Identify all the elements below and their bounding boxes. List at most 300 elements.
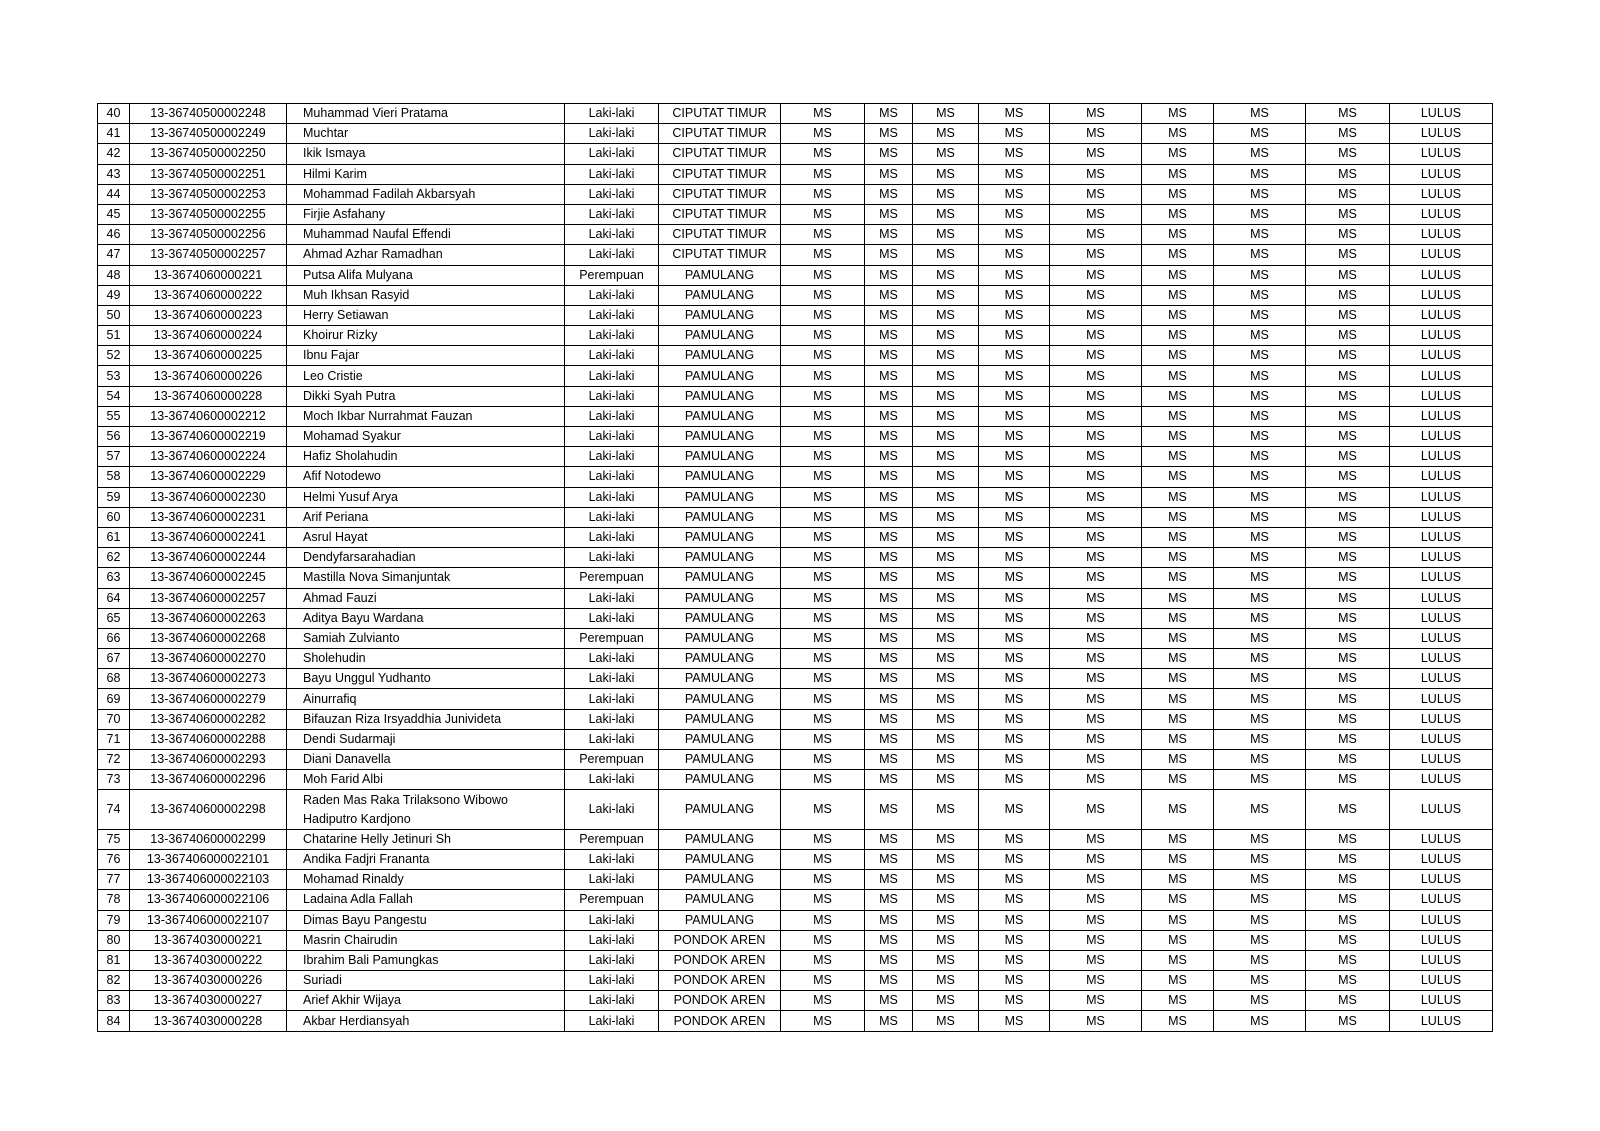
row-number-cell: 61	[98, 527, 130, 547]
participant-id-cell: 13-36740600002282	[130, 709, 287, 729]
score-cell: MS	[1306, 104, 1390, 124]
participant-name-cell: Mastilla Nova Simanjuntak	[287, 568, 565, 588]
gender-cell: Perempuan	[565, 750, 659, 770]
participant-name-cell: Ibnu Fajar	[287, 346, 565, 366]
score-cell: MS	[1214, 427, 1306, 447]
score-cell: MS	[1214, 669, 1306, 689]
score-cell: MS	[1050, 225, 1142, 245]
score-cell: MS	[1142, 204, 1214, 224]
participant-id-cell: 13-36740600002263	[130, 608, 287, 628]
score-cell: MS	[1142, 991, 1214, 1011]
score-cell: MS	[865, 669, 913, 689]
score-cell: MS	[865, 1011, 913, 1031]
score-cell: MS	[1142, 305, 1214, 325]
score-cell: MS	[781, 950, 865, 970]
table-row	[98, 305, 1493, 325]
score-cell: MS	[1306, 729, 1390, 749]
table-row	[98, 548, 1493, 568]
score-cell: MS	[865, 729, 913, 749]
participant-id-cell: 13-36740600002245	[130, 568, 287, 588]
score-cell: MS	[1214, 750, 1306, 770]
score-cell: MS	[979, 285, 1050, 305]
score-cell: MS	[781, 729, 865, 749]
score-cell: MS	[979, 467, 1050, 487]
score-cell: MS	[781, 467, 865, 487]
score-cell: MS	[1214, 950, 1306, 970]
row-number-cell: 43	[98, 164, 130, 184]
score-cell: MS	[781, 971, 865, 991]
district-cell: CIPUTAT TIMUR	[659, 164, 781, 184]
participant-name-cell: Muchtar	[287, 124, 565, 144]
score-cell: MS	[1050, 467, 1142, 487]
score-cell: MS	[1050, 930, 1142, 950]
score-cell: MS	[1306, 366, 1390, 386]
score-cell: MS	[1214, 164, 1306, 184]
score-cell: MS	[913, 870, 979, 890]
score-cell: MS	[1306, 467, 1390, 487]
gender-cell: Laki-laki	[565, 709, 659, 729]
score-cell: MS	[781, 305, 865, 325]
score-cell: MS	[913, 447, 979, 467]
score-cell: MS	[979, 184, 1050, 204]
score-cell: MS	[865, 204, 913, 224]
score-cell: MS	[913, 285, 979, 305]
score-cell: MS	[913, 770, 979, 790]
score-cell: MS	[1306, 930, 1390, 950]
score-cell: MS	[781, 568, 865, 588]
score-cell: MS	[979, 225, 1050, 245]
score-cell: MS	[865, 225, 913, 245]
table-row	[98, 588, 1493, 608]
participant-id-cell: 13-3674060000225	[130, 346, 287, 366]
district-cell: PAMULANG	[659, 790, 781, 829]
row-number-cell: 54	[98, 386, 130, 406]
score-cell: MS	[979, 849, 1050, 869]
participant-id-cell: 13-36740600002279	[130, 689, 287, 709]
participant-id-cell: 13-3674060000228	[130, 386, 287, 406]
table-row	[98, 829, 1493, 849]
row-number-cell: 81	[98, 950, 130, 970]
score-cell: MS	[1306, 890, 1390, 910]
score-cell: MS	[1142, 628, 1214, 648]
score-cell: MS	[865, 285, 913, 305]
score-cell: MS	[1306, 950, 1390, 970]
score-cell: MS	[1142, 104, 1214, 124]
result-cell: LULUS	[1390, 790, 1493, 829]
table-row	[98, 366, 1493, 386]
table-row	[98, 346, 1493, 366]
score-cell: MS	[1050, 849, 1142, 869]
participant-id-cell: 13-36740600002270	[130, 649, 287, 669]
participant-id-cell: 13-3674060000226	[130, 366, 287, 386]
district-cell: PONDOK AREN	[659, 1011, 781, 1031]
district-cell: CIPUTAT TIMUR	[659, 225, 781, 245]
score-cell: MS	[1306, 568, 1390, 588]
score-cell: MS	[1142, 346, 1214, 366]
result-cell: LULUS	[1390, 124, 1493, 144]
score-cell: MS	[913, 971, 979, 991]
score-cell: MS	[979, 265, 1050, 285]
score-cell: MS	[781, 447, 865, 467]
score-cell: MS	[979, 124, 1050, 144]
participant-id-cell: 13-367406000022106	[130, 890, 287, 910]
score-cell: MS	[781, 991, 865, 1011]
score-cell: MS	[1142, 971, 1214, 991]
table-row	[98, 950, 1493, 970]
score-cell: MS	[913, 689, 979, 709]
result-cell: LULUS	[1390, 971, 1493, 991]
district-cell: CIPUTAT TIMUR	[659, 144, 781, 164]
score-cell: MS	[1214, 104, 1306, 124]
score-cell: MS	[781, 790, 865, 829]
score-cell: MS	[781, 386, 865, 406]
score-cell: MS	[1142, 890, 1214, 910]
gender-cell: Laki-laki	[565, 729, 659, 749]
gender-cell: Laki-laki	[565, 245, 659, 265]
result-cell: LULUS	[1390, 427, 1493, 447]
participant-id-cell: 13-36740500002250	[130, 144, 287, 164]
row-number-cell: 76	[98, 849, 130, 869]
score-cell: MS	[781, 346, 865, 366]
score-cell: MS	[865, 527, 913, 547]
result-cell: LULUS	[1390, 204, 1493, 224]
participant-id-cell: 13-3674030000221	[130, 930, 287, 950]
score-cell: MS	[1214, 770, 1306, 790]
score-cell: MS	[1142, 265, 1214, 285]
score-cell: MS	[865, 709, 913, 729]
score-cell: MS	[979, 689, 1050, 709]
score-cell: MS	[781, 669, 865, 689]
district-cell: PAMULANG	[659, 305, 781, 325]
table-row	[98, 689, 1493, 709]
score-cell: MS	[913, 386, 979, 406]
participant-name-cell: Khoirur Rizky	[287, 326, 565, 346]
gender-cell: Laki-laki	[565, 487, 659, 507]
score-cell: MS	[1214, 991, 1306, 1011]
result-cell: LULUS	[1390, 144, 1493, 164]
score-cell: MS	[913, 910, 979, 930]
score-cell: MS	[865, 487, 913, 507]
participant-name-cell: Arief Akhir Wijaya	[287, 991, 565, 1011]
gender-cell: Perempuan	[565, 829, 659, 849]
result-cell: LULUS	[1390, 245, 1493, 265]
score-cell: MS	[1306, 689, 1390, 709]
score-cell: MS	[1214, 285, 1306, 305]
score-cell: MS	[865, 184, 913, 204]
score-cell: MS	[1050, 870, 1142, 890]
score-cell: MS	[1214, 689, 1306, 709]
score-cell: MS	[781, 628, 865, 648]
score-cell: MS	[913, 265, 979, 285]
score-cell: MS	[781, 507, 865, 527]
score-cell: MS	[1214, 346, 1306, 366]
score-cell: MS	[1214, 467, 1306, 487]
score-cell: MS	[781, 204, 865, 224]
score-cell: MS	[865, 588, 913, 608]
gender-cell: Laki-laki	[565, 467, 659, 487]
score-cell: MS	[1142, 467, 1214, 487]
score-cell: MS	[1142, 950, 1214, 970]
participant-name-cell: Raden Mas Raka Trilaksono Wibowo Hadiputro Kardjono	[287, 790, 565, 829]
score-cell: MS	[1306, 427, 1390, 447]
score-cell: MS	[781, 144, 865, 164]
score-cell: MS	[781, 245, 865, 265]
gender-cell: Laki-laki	[565, 386, 659, 406]
score-cell: MS	[865, 890, 913, 910]
score-cell: MS	[913, 890, 979, 910]
score-cell: MS	[1214, 568, 1306, 588]
result-cell: LULUS	[1390, 628, 1493, 648]
score-cell: MS	[1306, 750, 1390, 770]
score-cell: MS	[979, 829, 1050, 849]
score-cell: MS	[1306, 608, 1390, 628]
result-cell: LULUS	[1390, 568, 1493, 588]
district-cell: PAMULANG	[659, 829, 781, 849]
score-cell: MS	[913, 366, 979, 386]
participant-name-cell: Hafiz Sholahudin	[287, 447, 565, 467]
row-number-cell: 53	[98, 366, 130, 386]
table-row	[98, 870, 1493, 890]
result-cell: LULUS	[1390, 870, 1493, 890]
score-cell: MS	[1214, 124, 1306, 144]
table-row	[98, 890, 1493, 910]
district-cell: PAMULANG	[659, 527, 781, 547]
gender-cell: Laki-laki	[565, 305, 659, 325]
participant-name-cell: Aditya Bayu Wardana	[287, 608, 565, 628]
score-cell: MS	[1214, 1011, 1306, 1031]
gender-cell: Laki-laki	[565, 427, 659, 447]
score-cell: MS	[979, 910, 1050, 930]
score-cell: MS	[865, 144, 913, 164]
score-cell: MS	[781, 548, 865, 568]
score-cell: MS	[1050, 245, 1142, 265]
gender-cell: Laki-laki	[565, 910, 659, 930]
score-cell: MS	[1050, 971, 1142, 991]
participant-name-cell: Dendyfarsarahadian	[287, 548, 565, 568]
table-row	[98, 124, 1493, 144]
score-cell: MS	[979, 104, 1050, 124]
result-cell: LULUS	[1390, 447, 1493, 467]
score-cell: MS	[979, 245, 1050, 265]
row-number-cell: 44	[98, 184, 130, 204]
score-cell: MS	[1050, 507, 1142, 527]
score-cell: MS	[1142, 245, 1214, 265]
participant-id-cell: 13-36740600002288	[130, 729, 287, 749]
result-cell: LULUS	[1390, 1011, 1493, 1031]
table-row	[98, 849, 1493, 869]
gender-cell: Laki-laki	[565, 971, 659, 991]
table-row	[98, 910, 1493, 930]
participant-name-cell: Dimas Bayu Pangestu	[287, 910, 565, 930]
participant-id-cell: 13-36740600002257	[130, 588, 287, 608]
score-cell: MS	[1050, 950, 1142, 970]
score-cell: MS	[1142, 366, 1214, 386]
score-cell: MS	[1142, 649, 1214, 669]
score-cell: MS	[1142, 770, 1214, 790]
table-row	[98, 527, 1493, 547]
participant-name-cell: Mohammad Fadilah Akbarsyah	[287, 184, 565, 204]
district-cell: CIPUTAT TIMUR	[659, 124, 781, 144]
score-cell: MS	[1142, 184, 1214, 204]
score-cell: MS	[979, 790, 1050, 829]
participant-id-cell: 13-36740500002251	[130, 164, 287, 184]
participant-id-cell: 13-36740600002298	[130, 790, 287, 829]
score-cell: MS	[1050, 649, 1142, 669]
score-cell: MS	[979, 890, 1050, 910]
score-cell: MS	[1050, 568, 1142, 588]
score-cell: MS	[865, 750, 913, 770]
score-cell: MS	[979, 1011, 1050, 1031]
gender-cell: Laki-laki	[565, 930, 659, 950]
table-row	[98, 225, 1493, 245]
score-cell: MS	[1050, 346, 1142, 366]
participant-id-cell: 13-36740600002268	[130, 628, 287, 648]
score-cell: MS	[1306, 124, 1390, 144]
score-cell: MS	[1142, 1011, 1214, 1031]
participant-id-cell: 13-3674060000222	[130, 285, 287, 305]
table-row	[98, 628, 1493, 648]
score-cell: MS	[781, 285, 865, 305]
score-cell: MS	[1306, 870, 1390, 890]
score-cell: MS	[979, 628, 1050, 648]
row-number-cell: 64	[98, 588, 130, 608]
score-cell: MS	[781, 849, 865, 869]
gender-cell: Perempuan	[565, 628, 659, 648]
district-cell: PAMULANG	[659, 910, 781, 930]
score-cell: MS	[1214, 447, 1306, 467]
result-cell: LULUS	[1390, 608, 1493, 628]
score-cell: MS	[1142, 829, 1214, 849]
district-cell: PAMULANG	[659, 849, 781, 869]
district-cell: PAMULANG	[659, 608, 781, 628]
participant-name-cell: Muh Ikhsan Rasyid	[287, 285, 565, 305]
score-cell: MS	[913, 709, 979, 729]
participant-name-cell: Sholehudin	[287, 649, 565, 669]
result-cell: LULUS	[1390, 669, 1493, 689]
score-cell: MS	[1142, 568, 1214, 588]
participant-name-cell: Mohamad Rinaldy	[287, 870, 565, 890]
score-cell: MS	[1142, 507, 1214, 527]
score-cell: MS	[913, 729, 979, 749]
gender-cell: Laki-laki	[565, 144, 659, 164]
district-cell: PAMULANG	[659, 427, 781, 447]
score-cell: MS	[1142, 849, 1214, 869]
score-cell: MS	[1214, 305, 1306, 325]
row-number-cell: 56	[98, 427, 130, 447]
result-cell: LULUS	[1390, 750, 1493, 770]
row-number-cell: 73	[98, 770, 130, 790]
score-cell: MS	[979, 991, 1050, 1011]
score-cell: MS	[865, 265, 913, 285]
score-cell: MS	[1214, 930, 1306, 950]
score-cell: MS	[865, 910, 913, 930]
score-cell: MS	[1306, 346, 1390, 366]
score-cell: MS	[1142, 427, 1214, 447]
score-cell: MS	[865, 608, 913, 628]
score-cell: MS	[865, 930, 913, 950]
score-cell: MS	[1306, 225, 1390, 245]
participant-id-cell: 13-36740500002249	[130, 124, 287, 144]
row-number-cell: 41	[98, 124, 130, 144]
gender-cell: Perempuan	[565, 265, 659, 285]
table-row	[98, 669, 1493, 689]
table-row	[98, 447, 1493, 467]
participant-name-cell: Arif Periana	[287, 507, 565, 527]
score-cell: MS	[979, 588, 1050, 608]
score-cell: MS	[1214, 204, 1306, 224]
score-cell: MS	[781, 406, 865, 426]
participant-id-cell: 13-3674060000221	[130, 265, 287, 285]
table-row	[98, 265, 1493, 285]
score-cell: MS	[979, 346, 1050, 366]
table-row	[98, 649, 1493, 669]
score-cell: MS	[865, 366, 913, 386]
score-cell: MS	[1214, 225, 1306, 245]
score-cell: MS	[781, 1011, 865, 1031]
result-cell: LULUS	[1390, 991, 1493, 1011]
score-cell: MS	[1050, 265, 1142, 285]
score-cell: MS	[865, 124, 913, 144]
score-cell: MS	[781, 184, 865, 204]
score-cell: MS	[913, 548, 979, 568]
table-row	[98, 507, 1493, 527]
score-cell: MS	[1214, 971, 1306, 991]
participant-id-cell: 13-36740500002248	[130, 104, 287, 124]
score-cell: MS	[1142, 588, 1214, 608]
table-row	[98, 790, 1493, 829]
score-cell: MS	[913, 568, 979, 588]
score-cell: MS	[1214, 548, 1306, 568]
score-cell: MS	[1050, 628, 1142, 648]
score-cell: MS	[1050, 669, 1142, 689]
score-cell: MS	[1142, 406, 1214, 426]
score-cell: MS	[1050, 366, 1142, 386]
score-cell: MS	[1050, 750, 1142, 770]
result-cell: LULUS	[1390, 507, 1493, 527]
row-number-cell: 79	[98, 910, 130, 930]
score-cell: MS	[1050, 144, 1142, 164]
score-cell: MS	[1050, 447, 1142, 467]
row-number-cell: 52	[98, 346, 130, 366]
table-row	[98, 608, 1493, 628]
gender-cell: Laki-laki	[565, 124, 659, 144]
participant-name-cell: Asrul Hayat	[287, 527, 565, 547]
gender-cell: Laki-laki	[565, 790, 659, 829]
score-cell: MS	[1142, 144, 1214, 164]
district-cell: PAMULANG	[659, 406, 781, 426]
score-cell: MS	[865, 346, 913, 366]
score-cell: MS	[979, 305, 1050, 325]
score-cell: MS	[979, 548, 1050, 568]
participant-name-cell: Samiah Zulvianto	[287, 628, 565, 648]
row-number-cell: 49	[98, 285, 130, 305]
row-number-cell: 82	[98, 971, 130, 991]
score-cell: MS	[1214, 628, 1306, 648]
result-cell: LULUS	[1390, 467, 1493, 487]
gender-cell: Laki-laki	[565, 1011, 659, 1031]
result-cell: LULUS	[1390, 285, 1493, 305]
score-cell: MS	[1214, 366, 1306, 386]
score-cell: MS	[1214, 507, 1306, 527]
result-cell: LULUS	[1390, 225, 1493, 245]
score-cell: MS	[1306, 588, 1390, 608]
score-cell: MS	[913, 930, 979, 950]
score-cell: MS	[781, 164, 865, 184]
result-cell: LULUS	[1390, 910, 1493, 930]
score-cell: MS	[979, 649, 1050, 669]
row-number-cell: 48	[98, 265, 130, 285]
score-cell: MS	[865, 447, 913, 467]
